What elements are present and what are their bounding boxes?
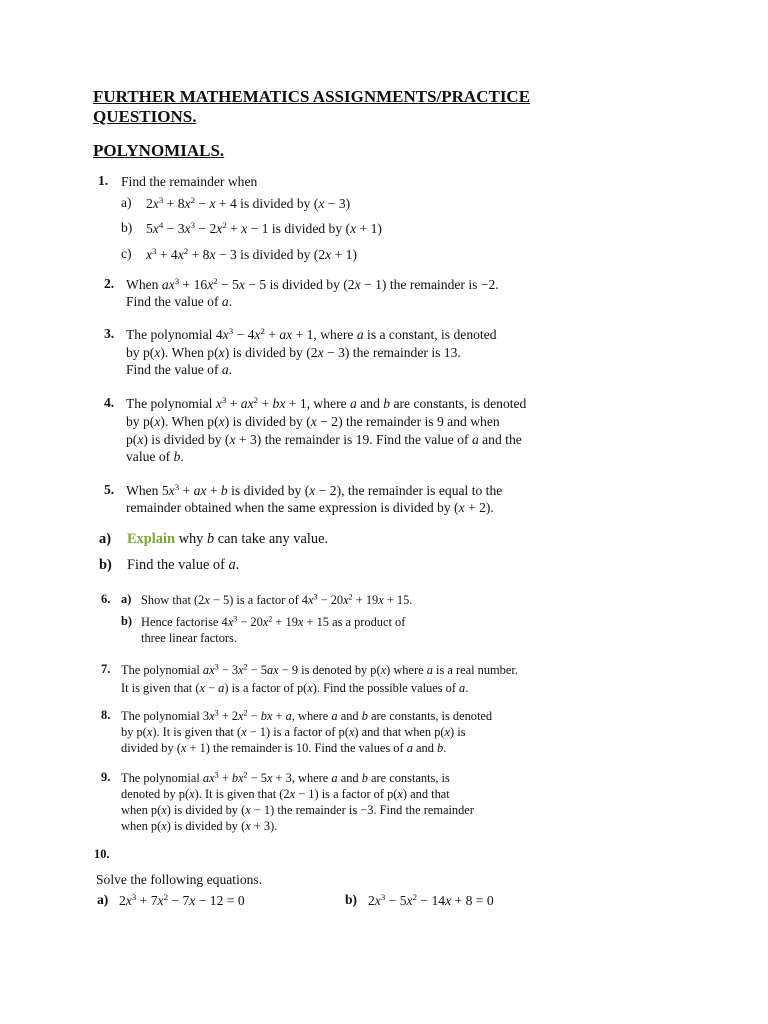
question-line: denoted by p(x). It is given that (2x − 1) is a factor of p(x) and that bbox=[121, 787, 450, 801]
question-line: p(x) is divided by (x + 3) the remainder is 19. Find the value of a and the bbox=[126, 432, 522, 447]
question-line: The polynomial $4x^3 - 4x^2$ + ax + 1, where a is a constant, is denoted bbox=[126, 326, 497, 342]
part-text: $2x^3 + 8x^2 - x + 4$ is divided by (x − 3) bbox=[146, 195, 351, 211]
part-label: a) bbox=[97, 892, 109, 907]
question-line: The polynomial $3x^3 + 2x^2$ − bx + a, where a and b are constants, is denoted bbox=[121, 708, 493, 723]
question-number: 6. bbox=[101, 592, 111, 606]
question-number: 5. bbox=[104, 482, 115, 497]
question-line: by p(x). When p(x) is divided by (x − 2) the remainder is 9 and when bbox=[126, 414, 500, 429]
question-line: by p(x). It is given that (x − 1) is a factor of p(x) and that when p(x) is bbox=[121, 725, 466, 739]
question-line: The polynomial $ax^3 + bx^2 - 5x + 3$, where a and b are constants, is bbox=[121, 770, 450, 785]
question-text: Find the remainder when bbox=[121, 174, 258, 189]
part-label: a) bbox=[121, 592, 132, 606]
document-title: FURTHER MATHEMATICS ASSIGNMENTS/PRACTICE QUESTIONS. bbox=[93, 87, 531, 126]
question-line: Find the value of a. bbox=[126, 294, 233, 309]
question-line: When $ax^3 + 16x^2 - 5x - 5$ is divided by (2x − 1) the remainder is −2. bbox=[126, 276, 499, 292]
question-line: The polynomial $x^3 + ax^2$ + bx + 1, where a and b are constants, is denoted bbox=[126, 395, 527, 411]
part-text: $x^3 + 4x^2 + 8x - 3$ is divided by (2x + 1) bbox=[146, 246, 357, 262]
question-line: when p(x) is divided by (x − 1) the remainder is −3. Find the remainder bbox=[121, 803, 474, 817]
part-line: Hence factorise $4x^3 - 20x^2 + 19x + 15$ as a product of bbox=[141, 614, 406, 629]
command-word: Explain bbox=[127, 531, 175, 547]
question-number: 10. bbox=[94, 847, 110, 861]
question-line: value of b. bbox=[126, 449, 184, 464]
part-text: Find the value of a. bbox=[127, 557, 240, 573]
question-number: 9. bbox=[101, 770, 111, 784]
question-line: When $5x^3$ + ax + b is divided by (x − 2), the remainder is equal to the bbox=[126, 482, 503, 498]
section-heading: POLYNOMIALS. bbox=[93, 141, 225, 160]
part-label: b) bbox=[99, 557, 112, 573]
part-text: $5x^4 - 3x^3 - 2x^2 + x - 1$ is divided by (x + 1) bbox=[146, 220, 382, 236]
part-text: Show that (2x − 5) is a factor of $4x^3 - 20x^2 + 19x + 15$. bbox=[141, 592, 413, 607]
question-line: Find the value of a. bbox=[126, 362, 233, 377]
question-number: 2. bbox=[104, 276, 115, 291]
question-number: 1. bbox=[98, 173, 109, 188]
question-number: 7. bbox=[101, 662, 111, 676]
part-label: a) bbox=[121, 195, 132, 210]
part-label: b) bbox=[345, 892, 358, 907]
part-label: b) bbox=[121, 220, 133, 235]
question-line: by p(x). When p(x) is divided by (2x − 3) the remainder is 13. bbox=[126, 345, 461, 360]
question-line: remainder obtained when the same expression is divided by (x + 2). bbox=[126, 500, 494, 515]
part-text-rest: why b can take any value. bbox=[175, 531, 329, 547]
part-label: b) bbox=[121, 614, 133, 628]
question-number: 8. bbox=[101, 708, 111, 722]
question-text: Solve the following equations. bbox=[96, 872, 263, 887]
part-text bbox=[127, 531, 328, 548]
question-number: 4. bbox=[104, 395, 115, 410]
question-number: 3. bbox=[104, 326, 115, 341]
question-line: The polynomial $ax^3 - 3x^2 - 5ax - 9$ is denoted by p(x) where a is a real number. bbox=[121, 662, 518, 677]
question-line: It is given that (x − a) is a factor of p(x). Find the possible values of a. bbox=[121, 681, 469, 695]
part-line: three linear factors. bbox=[141, 631, 237, 645]
part-text: $2x^3 - 5x^2 - 14x + 8 = 0$ bbox=[368, 892, 494, 908]
part-label: c) bbox=[121, 246, 132, 261]
part-text: $2x^3 + 7x^2 - 7x - 12 = 0$ bbox=[119, 892, 245, 908]
question-line: when p(x) is divided by (x + 3). bbox=[121, 819, 278, 833]
part-label: a) bbox=[99, 531, 111, 547]
question-line: divided by (x + 1) the remainder is 10. Find the values of a and b. bbox=[121, 741, 447, 755]
